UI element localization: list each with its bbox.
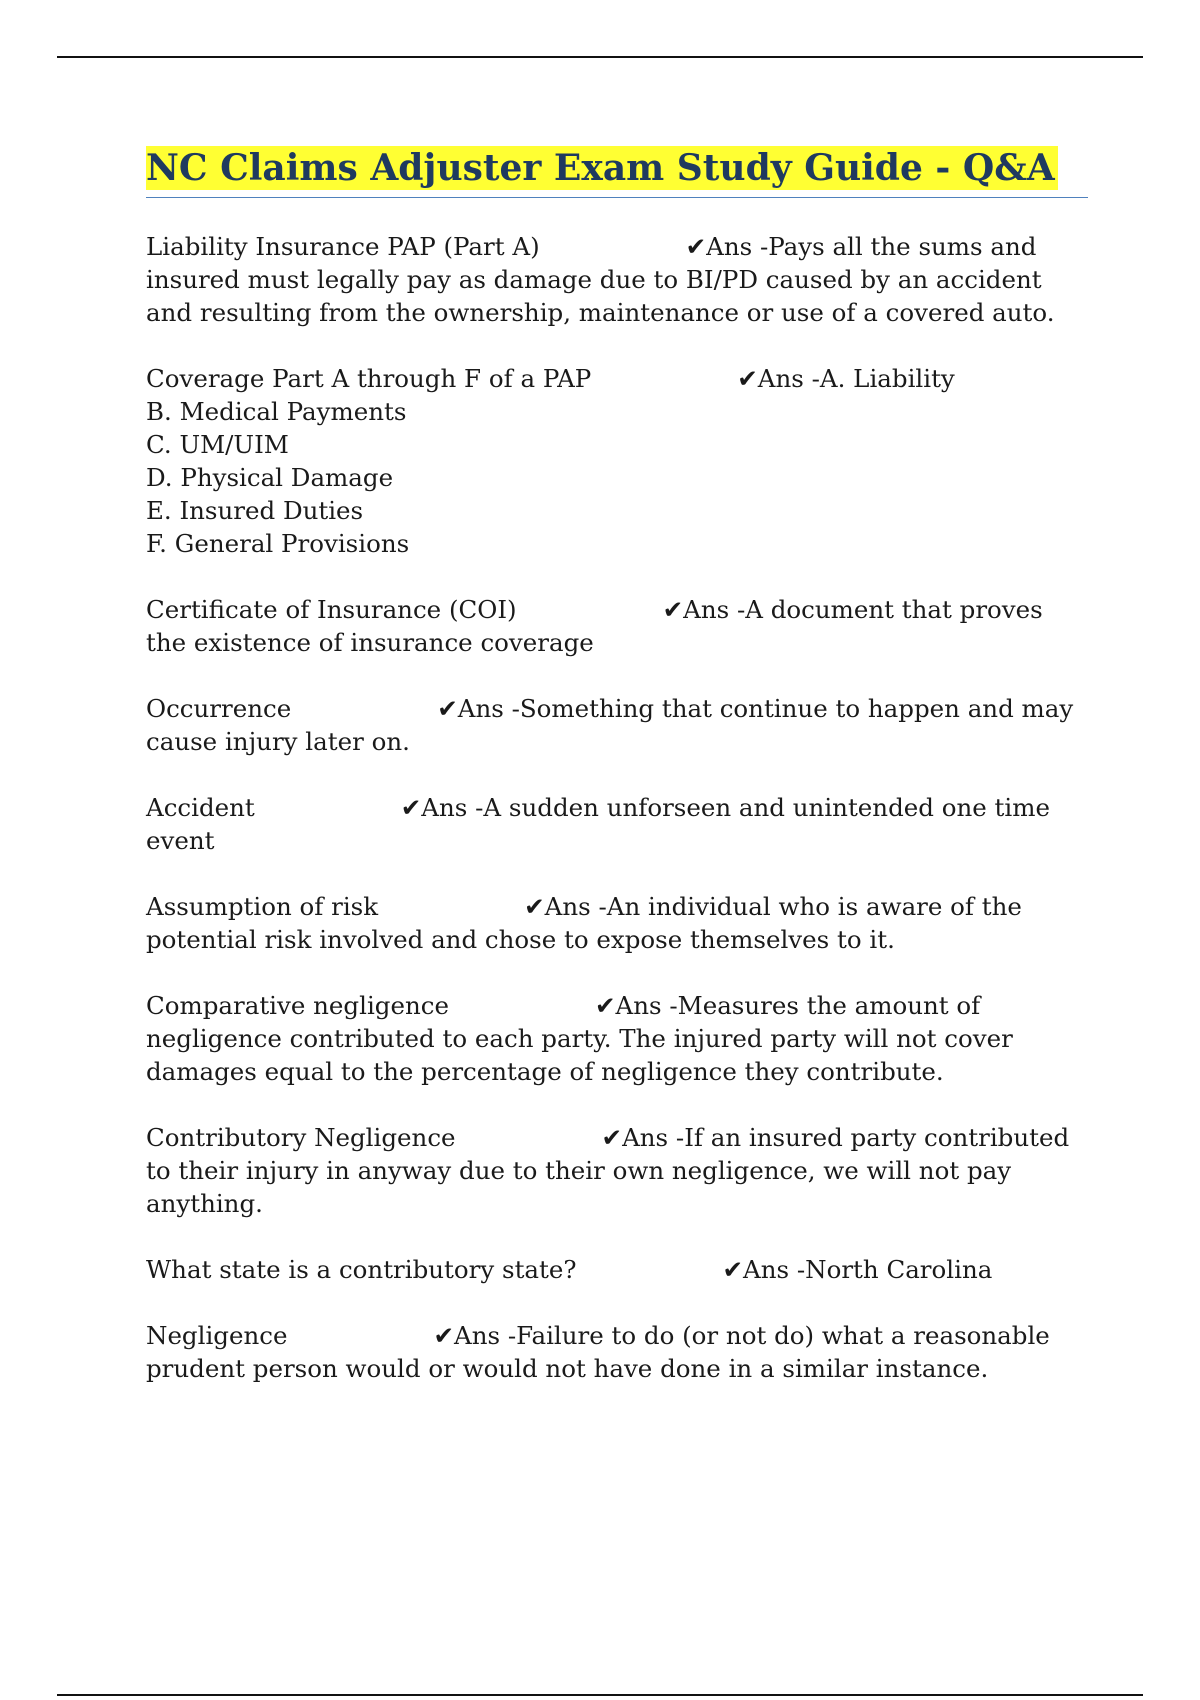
question-text: Certificate of Insurance (COI) — [146, 595, 517, 624]
qa-item — [146, 1121, 1088, 1220]
qa-item — [146, 593, 1088, 659]
answer-prefix: ✔Ans - — [400, 793, 484, 822]
bottom-rule — [57, 1694, 1143, 1696]
answer-text: A document that proves the existence of insurance coverage — [146, 595, 1043, 657]
qa-item — [146, 230, 1088, 329]
question-text: Accident — [146, 793, 255, 822]
answer-line: B. Medical Payments — [146, 397, 407, 426]
answer-text: North Carolina — [805, 1255, 993, 1284]
page-title: NC Claims Adjuster Exam Study Guide - Q&A — [146, 146, 1058, 190]
answer-text: Measures the amount of negligence contributed to each party. The injured party will not cover damages equal to the percentage of negligence they contribute. — [146, 991, 1013, 1086]
answer-text: A sudden unforseen and unintended one time event — [146, 793, 1050, 855]
answer-prefix: ✔Ans - — [601, 1123, 685, 1152]
answer-line: C. UM/UIM — [146, 430, 289, 459]
qa-list — [146, 230, 1088, 1385]
answer-line: F. General Provisions — [146, 529, 410, 558]
answer-text: A. Liability — [819, 364, 955, 393]
answer-text: An individual who is aware of the potential risk involved and chose to expose themselves to it. — [146, 892, 1022, 954]
answer-prefix: ✔Ans - — [594, 991, 678, 1020]
answer-line: D. Physical Damage — [146, 463, 394, 492]
answer-prefix: ✔Ans - — [437, 694, 520, 723]
answer-prefix: ✔Ans - — [685, 232, 769, 261]
answer-text: Failure to do (or not do) what a reasonable prudent person would or would not have done in a similar instance. — [146, 1321, 1050, 1383]
answer-text: Pays all the sums and insured must legally pay as damage due to BI/PD caused by an accident and resulting from the ownership, maintenance or use of a covered auto. — [146, 232, 1055, 327]
qa-item — [146, 890, 1088, 956]
question-text: Occurrence — [146, 694, 292, 723]
qa-item — [146, 1253, 1088, 1286]
question-text: Coverage Part A through F of a PAP — [146, 364, 592, 393]
top-rule — [57, 56, 1143, 58]
qa-item — [146, 1319, 1088, 1385]
answer-prefix: ✔Ans - — [524, 892, 607, 921]
answer-text: If an insured party contributed to their injury in anyway due to their own negligence, we will not pay anything. — [146, 1123, 1070, 1218]
question-text: Assumption of risk — [146, 892, 379, 921]
qa-item — [146, 989, 1088, 1088]
title-block — [146, 146, 1088, 198]
answer-prefix: ✔Ans - — [433, 1321, 517, 1350]
answer-prefix: ✔Ans - — [737, 364, 820, 393]
qa-item — [146, 692, 1088, 758]
answer-prefix: ✔Ans - — [662, 595, 746, 624]
page-content — [146, 146, 1088, 1418]
question-text: What state is a contributory state? — [146, 1255, 577, 1284]
answer-line: E. Insured Duties — [146, 496, 364, 525]
qa-item — [146, 362, 1088, 560]
qa-item — [146, 791, 1088, 857]
question-text: Comparative negligence — [146, 991, 449, 1020]
question-text: Negligence — [146, 1321, 288, 1350]
answer-text: Something that continue to happen and may cause injury later on. — [146, 694, 1074, 756]
question-text: Contributory Negligence — [146, 1123, 456, 1152]
question-text: Liability Insurance PAP (Part A) — [146, 232, 540, 261]
answer-prefix: ✔Ans - — [722, 1255, 806, 1284]
